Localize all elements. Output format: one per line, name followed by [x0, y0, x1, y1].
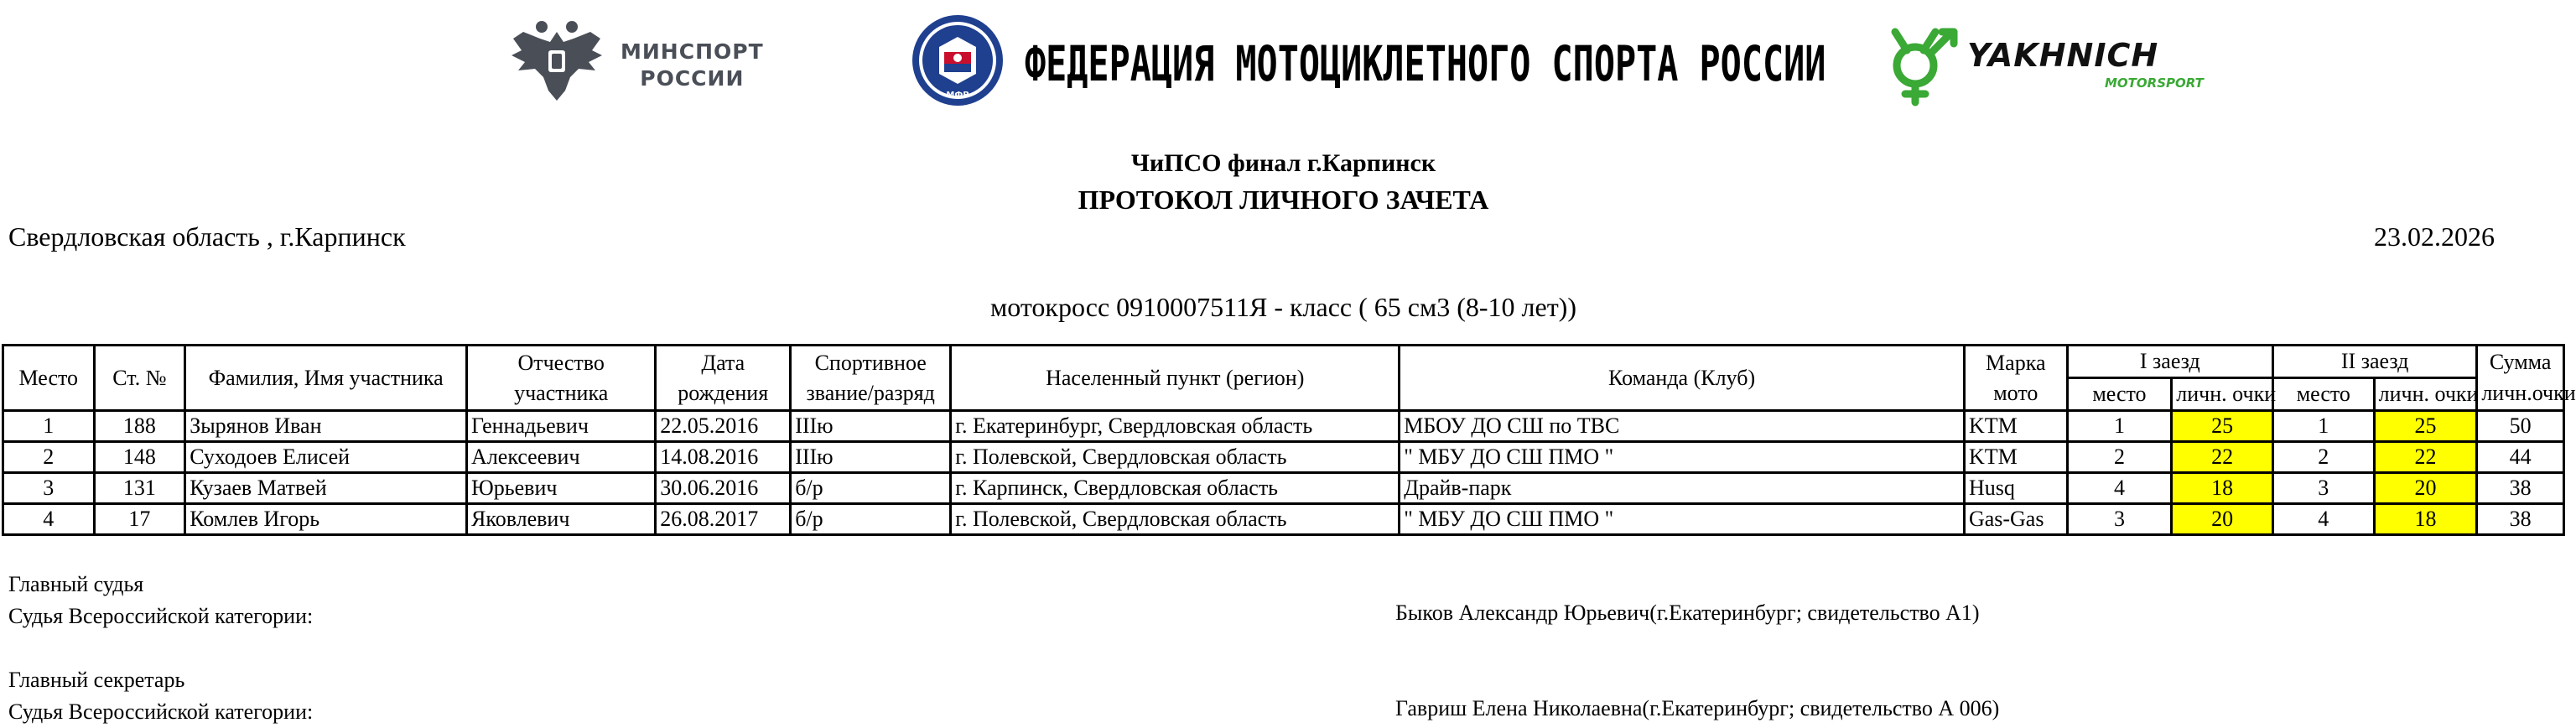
cell-moto: KTM: [1964, 442, 2067, 473]
double-headed-eagle-icon: [506, 13, 607, 107]
cell-race-1-points: 22: [2172, 442, 2273, 473]
chief-secretary-category: Судья Всероссийской категории:: [8, 699, 314, 724]
header-region: Населенный пункт (регион): [951, 346, 1400, 411]
cell-moto: Husq: [1964, 473, 2067, 504]
federation-name: ФЕДЕРАЦИЯ МОТОЦИКЛЕТНОГО СПОРТА РОССИИ: [1025, 35, 1826, 92]
header-birth-line-1: Дата: [701, 350, 745, 375]
cell-birth: 26.08.2017: [656, 504, 791, 535]
cell-region: г. Полевской, Свердловская область: [951, 442, 1400, 473]
cell-moto: KTM: [1964, 411, 2067, 442]
protocol-title: ПРОТОКОЛ ЛИЧНОГО ЗАЧЕТА: [1078, 185, 1489, 215]
cell-race-1-place: 4: [2067, 473, 2172, 504]
cell-name: Суходоев Елисей: [185, 442, 467, 473]
cell-start-no: 17: [94, 504, 185, 535]
table-row: [3, 411, 2564, 442]
cell-start-no: 148: [94, 442, 185, 473]
cell-name: Комлев Игорь: [185, 504, 467, 535]
cell-race-2-points: 20: [2374, 473, 2477, 504]
header-race-2-place: место: [2272, 378, 2374, 411]
cell-moto: Gas-Gas: [1964, 504, 2067, 535]
cell-start-no: 188: [94, 411, 185, 442]
cell-sum: 38: [2477, 473, 2564, 504]
event-title: ЧиПСО финал г.Карпинск: [1130, 149, 1436, 177]
cell-region: г. Полевской, Свердловская область: [951, 504, 1400, 535]
header-place: Место: [3, 346, 95, 411]
cell-race-1-points: 25: [2172, 411, 2273, 442]
cell-region: г. Карпинск, Свердловская область: [951, 473, 1400, 504]
cell-place: 1: [3, 411, 95, 442]
cell-place: 3: [3, 473, 95, 504]
header-start-no: Ст. №: [94, 346, 185, 411]
cell-start-no: 131: [94, 473, 185, 504]
minsport-line-2: РОССИИ: [640, 66, 745, 91]
minsport-text: [621, 39, 764, 92]
cell-patronymic: Геннадьевич: [467, 411, 656, 442]
cell-race-1-points: 20: [2172, 504, 2273, 535]
header-rank: [791, 346, 951, 411]
logo-bar: [0, 0, 2567, 126]
cell-race-2-points: 25: [2374, 411, 2477, 442]
sponsor-subtitle: MOTORSPORT: [2105, 75, 2204, 91]
header-patronymic-line-2: участника: [514, 380, 609, 405]
sponsor-logo: [1883, 22, 2202, 106]
cell-race-2-points: 18: [2374, 504, 2477, 535]
sponsor-mark-icon: [1883, 22, 1959, 106]
header-race-1-points: личн. очки: [2172, 378, 2273, 411]
cell-place: 2: [3, 442, 95, 473]
header-patronymic-line-1: Отчество: [517, 350, 605, 375]
cell-birth: 22.05.2016: [656, 411, 791, 442]
cell-patronymic: Яковлевич: [467, 504, 656, 535]
header-moto-line-1: Марка: [1986, 350, 2046, 375]
cell-rank: б/р: [791, 473, 951, 504]
cell-race-2-place: 1: [2272, 411, 2374, 442]
cell-race-1-place: 1: [2067, 411, 2172, 442]
cell-team: " МБУ ДО СШ ПМО ": [1400, 504, 1965, 535]
cell-place: 4: [3, 504, 95, 535]
header-moto: [1964, 346, 2067, 411]
chief-judge-name: Быков Александр Юрьевич(г.Екатеринбург; свидетельство А1): [1395, 601, 1980, 625]
header-birth: [656, 346, 791, 411]
officials-block: [8, 569, 313, 728]
minsport-line-1: МИНСПОРТ: [621, 39, 764, 64]
header-team: Команда (Клуб): [1400, 346, 1965, 411]
header-race-2: II заезд: [2272, 346, 2476, 378]
event-location: Свердловская область , г.Карпинск: [8, 221, 406, 252]
table-row: [3, 473, 2564, 504]
event-date: 23.02.2026: [2374, 221, 2495, 252]
cell-race-2-place: 4: [2272, 504, 2374, 535]
cell-team: Драйв-парк: [1400, 473, 1965, 504]
table-header-row: [3, 346, 2564, 378]
cell-race-1-place: 3: [2067, 504, 2172, 535]
cell-race-2-place: 3: [2272, 473, 2374, 504]
cell-sum: 44: [2477, 442, 2564, 473]
cell-patronymic: Алексеевич: [467, 442, 656, 473]
header-rank-line-1: Спортивное: [814, 350, 927, 375]
cell-race-1-points: 18: [2172, 473, 2273, 504]
cell-name: Кузаев Матвей: [185, 473, 467, 504]
cell-race-2-place: 2: [2272, 442, 2374, 473]
header-rank-line-2: звание/разряд: [806, 380, 935, 405]
cell-rank: б/р: [791, 504, 951, 535]
cell-team: МБОУ ДО СШ по ТВС: [1400, 411, 1965, 442]
cell-sum: 50: [2477, 411, 2564, 442]
header-race-1: I заезд: [2067, 346, 2272, 378]
chief-judge-category: Судья Всероссийской категории:: [8, 604, 314, 628]
cell-region: г. Екатеринбург, Свердловская область: [951, 411, 1400, 442]
header-patronymic: [467, 346, 656, 411]
cell-patronymic: Юрьевич: [467, 473, 656, 504]
header-sum: Сумма: [2477, 346, 2564, 378]
sponsor-name: YAKHNICH: [1967, 37, 2159, 74]
cell-sum: 38: [2477, 504, 2564, 535]
federation-badge-icon: [911, 13, 1005, 107]
chief-secretary-title: Главный секретарь: [8, 668, 185, 692]
cell-race-1-place: 2: [2067, 442, 2172, 473]
minsport-logo: [506, 13, 764, 107]
header-race-2-points: личн. очки: [2374, 378, 2477, 411]
cell-rank: IIIю: [791, 442, 951, 473]
table-row: [3, 442, 2564, 473]
header-birth-line-2: рождения: [678, 380, 769, 405]
header-sum-points: личн.очки: [2477, 378, 2564, 411]
cell-rank: IIIю: [791, 411, 951, 442]
header-race-1-place: место: [2067, 378, 2172, 411]
class-line: мотокросс 0910007511Я - класс ( 65 см3 (8-10 лет)): [990, 292, 1576, 322]
chief-secretary-name: Гавриш Елена Николаевна(г.Екатеринбург; свидетельство А 006): [1395, 696, 2000, 720]
cell-birth: 30.06.2016: [656, 473, 791, 504]
federation-logo: [911, 13, 1826, 107]
table-row: [3, 504, 2564, 535]
cell-race-2-points: 22: [2374, 442, 2477, 473]
chief-judge-title: Главный судья: [8, 572, 144, 596]
header-name: Фамилия, Имя участника: [185, 346, 467, 411]
results-table: [2, 344, 2576, 536]
spacer: [8, 632, 313, 664]
cell-birth: 14.08.2016: [656, 442, 791, 473]
federation-badge-label: МФР: [946, 91, 969, 100]
header-moto-line-2: мото: [1993, 380, 2038, 405]
cell-team: " МБУ ДО СШ ПМО ": [1400, 442, 1965, 473]
cell-name: Зырянов Иван: [185, 411, 467, 442]
